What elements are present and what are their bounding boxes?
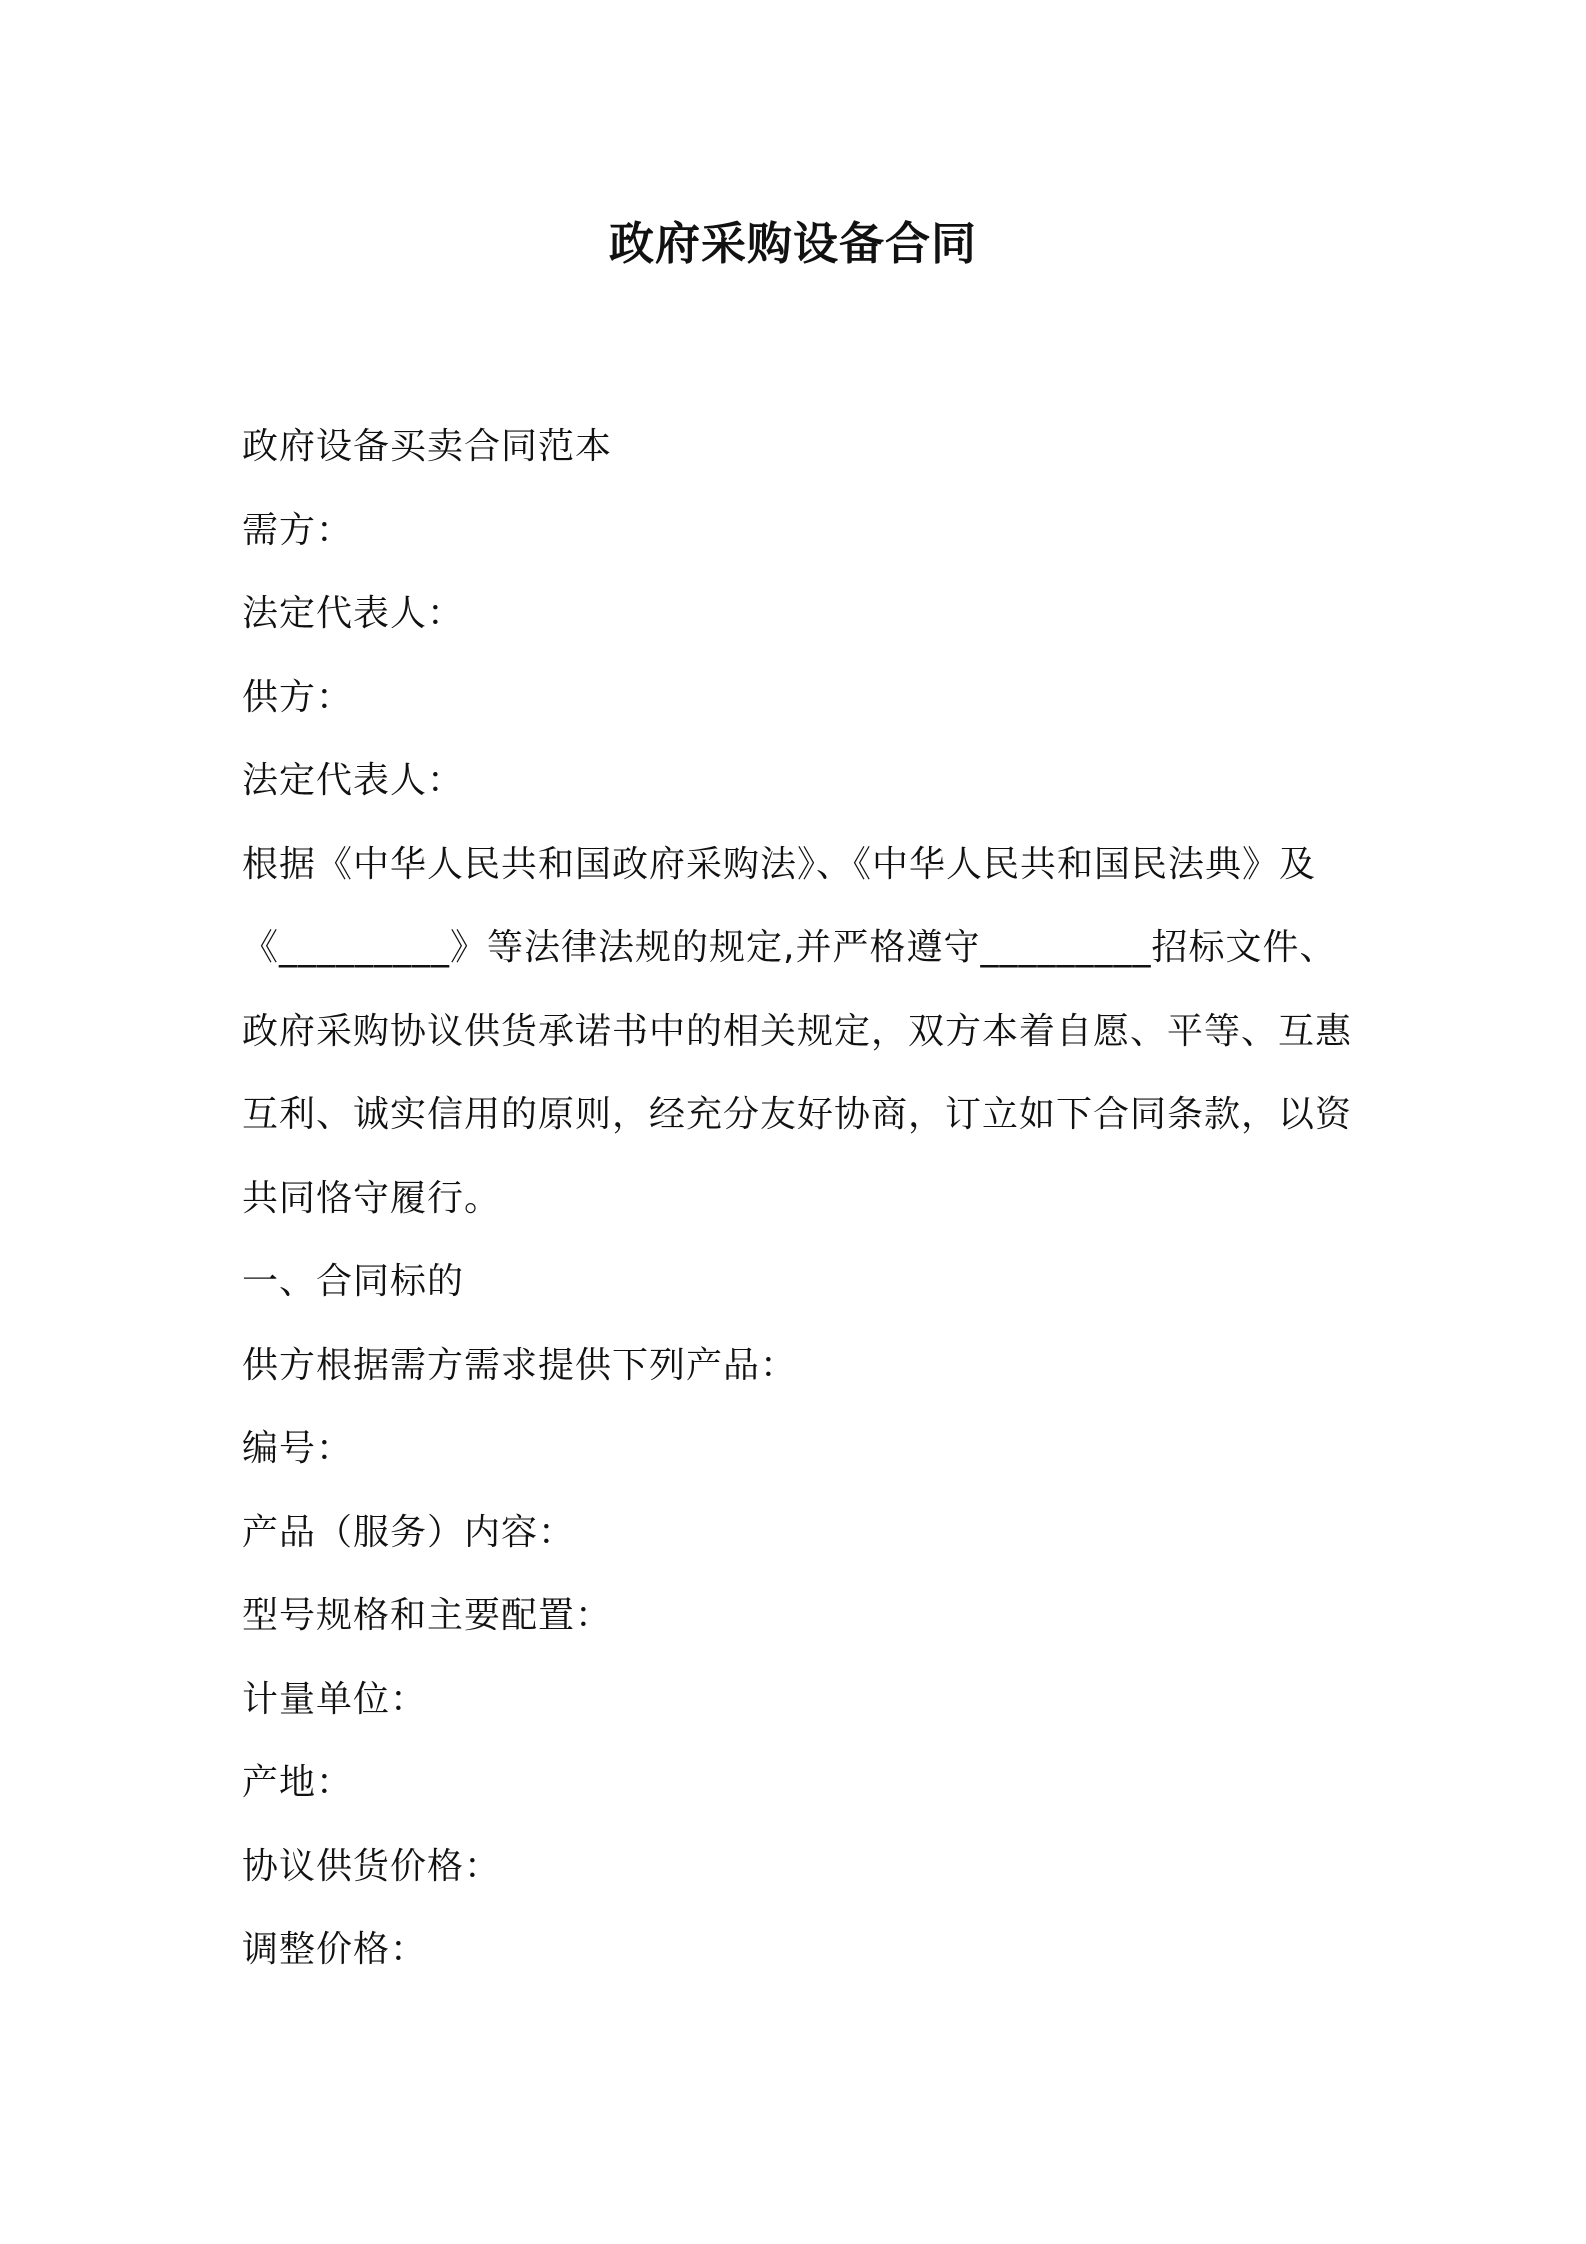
field-supply-legal-rep: 法定代表人： <box>242 760 465 801</box>
field-origin: 产地： <box>242 1762 354 1803</box>
preamble-line: 根据《中华人民共和国政府采购法》、《中华人民共和国民法典》及 <box>242 843 1317 885</box>
field-product-content: 产品（服务）内容： <box>242 1511 576 1553</box>
field-adjusted-price: 调整价格： <box>242 1929 428 1970</box>
field-model-spec: 型号规格和主要配置： <box>242 1595 613 1636</box>
preamble-line: 共同恪守履行。 <box>242 1177 502 1219</box>
document-body <box>242 405 1362 1992</box>
preamble-line: 政府采购协议供货承诺书中的相关规定，双方本着自愿、平等、互惠 <box>242 1010 1353 1052</box>
field-supply-party: 供方： <box>242 676 354 718</box>
section-intro: 供方根据需方需求提供下列产品： <box>242 1344 798 1386</box>
document-subtitle: 政府设备买卖合同范本 <box>242 426 613 467</box>
field-demand-legal-rep: 法定代表人： <box>242 593 465 634</box>
field-demand-party: 需方： <box>242 509 354 551</box>
section-heading: 一、合同标的 <box>242 1261 465 1302</box>
field-agreement-price: 协议供货价格： <box>242 1845 502 1887</box>
field-item-number: 编号： <box>242 1428 354 1469</box>
preamble-line: 《_________》等法律法规的规定,并严格遵守_________招标文件、 <box>242 927 1337 968</box>
field-unit: 计量单位： <box>242 1678 428 1720</box>
document-title: 政府采购设备合同 <box>608 217 977 270</box>
preamble-line: 互利、诚实信用的原则，经充分友好协商，订立如下合同条款，以资 <box>242 1094 1353 1135</box>
